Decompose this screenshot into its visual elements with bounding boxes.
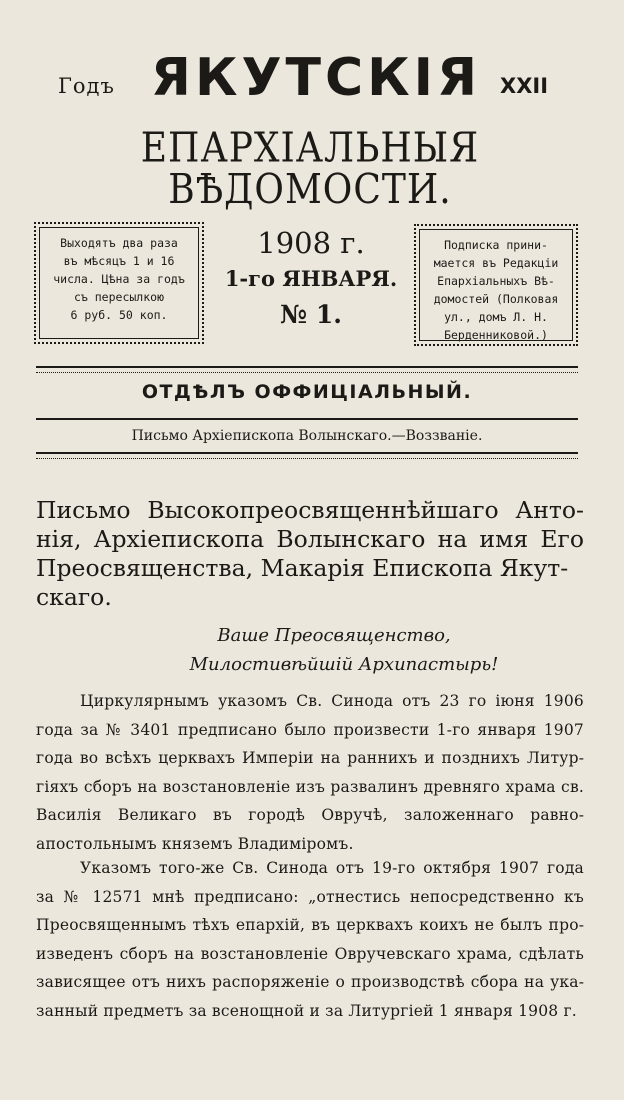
publication-info-line: въ мѣсяцъ 1 и 16 (63, 254, 175, 268)
publication-info-line: 6 руб. 50 коп. (70, 308, 168, 322)
issue-info (218, 226, 404, 334)
publication-info-line: числа. Цѣна за годъ (53, 272, 185, 286)
section-contents: Письмо Архіепископа Волынскаго.—Воззваніе. (131, 428, 483, 444)
publication-info-box (34, 222, 204, 344)
article-title-main: Письмо Высокопреосвященнѣйшаго Антонія, Архіепископа Волынскаго на имя Его Преосвященства, Макарія Епископа Якут- (36, 496, 584, 582)
subscription-info-line: Подписка прини- (444, 238, 548, 252)
masthead-subtitle: ЕПАРХІАЛЬНЫЯ ВѢДОМОСТИ. (140, 124, 480, 214)
issue-day: 1-го ЯНВАРЯ. (224, 266, 398, 291)
divider-rule (36, 452, 578, 459)
section-heading: ОТДѢЛЪ ОФФИЦІАЛЬНЫЙ. (141, 381, 473, 403)
article-title (36, 496, 584, 612)
publication-info-line: Выходятъ два раза (60, 236, 178, 250)
divider-rule (36, 366, 578, 373)
subscription-info-line: домостей (Полковая (433, 292, 559, 306)
body-paragraph-2: Указомъ того-же Св. Синода отъ 19-го октября 1907 года за № 12571 мнѣ предписано: „отнестись непосредственно къ Преосвященнымъ тѣхъ епархій, въ церквахъ коихъ не былъ произведенъ сборъ на возстановленіе Овручевскаго храма, сдѣлать зависящее отъ нихъ распоряженіе о производствѣ сбора на указанный предметъ за всенощной и за Литургіей 1 января 1908 г. (36, 859, 584, 1020)
masthead-year-number: XXII (500, 74, 549, 98)
divider-rule (36, 418, 578, 420)
issue-year: 1908 г. (257, 226, 365, 260)
subscription-info-line: Берденниковой.) (444, 328, 548, 342)
subscription-info-line: ул., домъ Л. Н. (444, 310, 548, 324)
masthead-title: ЯКУТСКІЯ (150, 48, 482, 108)
subscription-info-line: мается въ Редакціи (433, 256, 559, 270)
salutation-line-2: Милостивѣйшій Архипастырь! (189, 654, 499, 675)
issue-number: № 1. (280, 300, 342, 329)
subscription-info-line: Епархіальныхъ Вѣ- (437, 274, 555, 288)
salutation-line-1: Ваше Преосвященство, (217, 625, 451, 646)
body-paragraph-1: Циркулярнымъ указомъ Св. Синода отъ 23 го іюня 1906 года за № 3401 предписано было произвести 1-го января 1907 года во всѣхъ церквахъ Имперіи на раннихъ и позднихъ Литургіяхъ сборъ на возстановленіе изъ развалинъ древняго храма св. Василія Великаго въ городѣ Овручѣ, заложеннаго равноапостольнымъ княземъ Владиміромъ. (36, 692, 584, 853)
masthead-year-label: Годъ (58, 74, 115, 98)
subscription-info-box (414, 224, 578, 346)
article-title-end: скаго. (36, 583, 112, 611)
publication-info-line: съ пересылкою (73, 290, 164, 304)
